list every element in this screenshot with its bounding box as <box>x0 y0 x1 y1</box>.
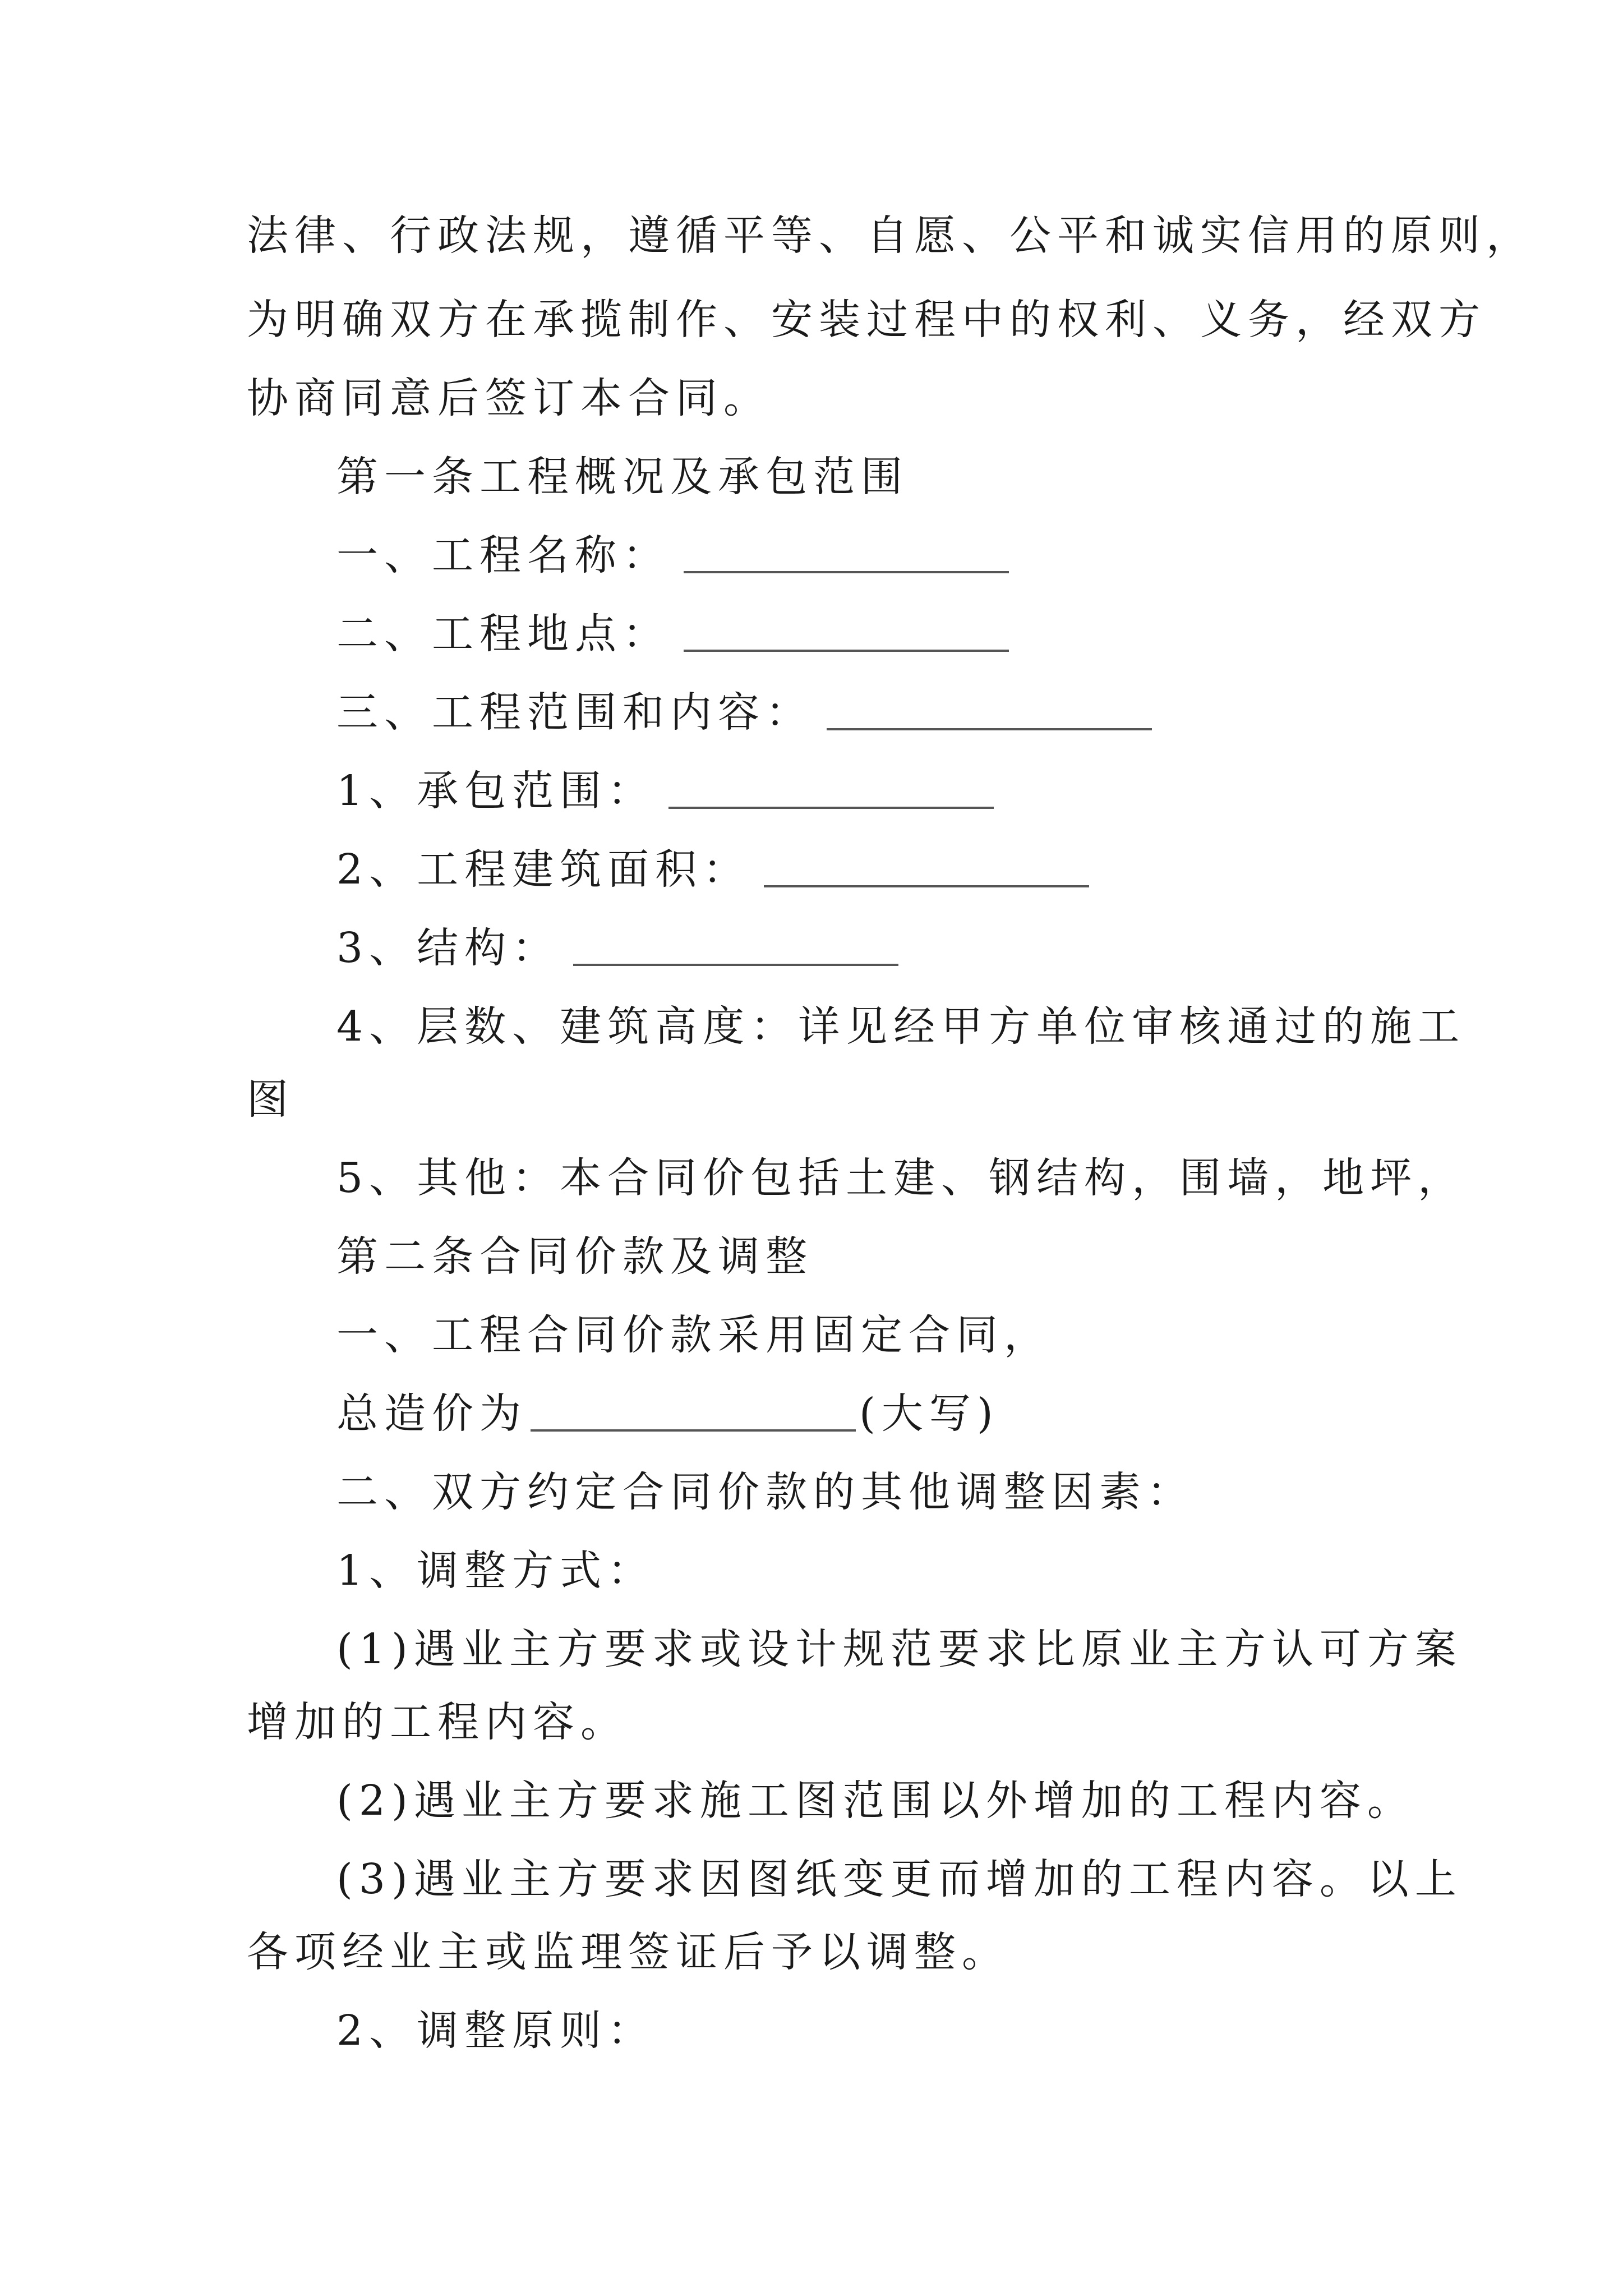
paragraph-line-2: 为明确双方在承揽制作、安装过程中的权利、义务，经双方 <box>247 296 1486 344</box>
list-item-1: (1)遇业主方要求或设计规范要求比原业主方认可方案 <box>336 1625 1463 1673</box>
paragraph-floors-height: 4、层数、建筑高度：详见经甲方单位审核通过的施工 <box>336 1002 1466 1051</box>
field-label: 2、工程建筑面积： <box>336 845 751 894</box>
section-heading-2: 第二条合同价款及调整 <box>336 1232 813 1281</box>
paragraph-floors-height-cont: 图 <box>247 1075 294 1124</box>
list-item-3-cont: 各项经业主或监理签证后予以调整。 <box>247 1928 1009 1976</box>
field-suffix: (大写) <box>859 1389 999 1438</box>
field-label: 二、工程地点： <box>336 610 670 658</box>
fill-in-blank <box>827 728 1152 730</box>
fill-in-blank <box>764 885 1089 887</box>
section-heading-1: 第一条工程概况及承包范围 <box>336 453 909 501</box>
field-building-area <box>336 830 1089 909</box>
list-item-3: (3)遇业主方要求因图纸变更而增加的工程内容。以上 <box>336 1855 1463 1903</box>
paragraph-adjustment-method: 1、调整方式： <box>336 1547 656 1595</box>
field-project-location <box>336 595 1009 673</box>
paragraph-fixed-price: 一、工程合同价款采用固定合同， <box>336 1311 1052 1359</box>
field-label: 一、工程名称： <box>336 531 670 579</box>
field-project-scope <box>336 673 1152 752</box>
fill-in-blank <box>573 964 898 966</box>
list-item-1-cont: 增加的工程内容。 <box>247 1698 628 1746</box>
fill-in-blank <box>531 1429 856 1432</box>
field-label: 总造价为 <box>336 1389 527 1438</box>
paragraph-other: 5、其他：本合同价包括土建、钢结构，围墙，地坪， <box>336 1154 1466 1202</box>
field-label: 1、承包范围： <box>336 767 656 815</box>
fill-in-blank <box>684 650 1009 652</box>
list-item-2: (2)遇业主方要求施工图范围以外增加的工程内容。 <box>336 1777 1415 1825</box>
paragraph-adjustment-factors: 二、双方约定合同价款的其他调整因素： <box>336 1468 1195 1516</box>
field-structure <box>336 909 898 987</box>
fill-in-blank <box>668 807 994 809</box>
paragraph-adjustment-principle: 2、调整原则： <box>336 2007 656 2055</box>
field-project-name <box>336 516 1009 595</box>
paragraph-line-1: 法律、行政法规，遵循平等、自愿、公平和诚实信用的原则， <box>247 211 1534 260</box>
fill-in-blank <box>684 571 1009 573</box>
field-label: 三、工程范围和内容： <box>336 688 813 737</box>
field-total-price <box>336 1374 999 1453</box>
field-label: 3、结构： <box>336 924 560 972</box>
field-contract-scope <box>336 752 994 830</box>
paragraph-line-3: 协商同意后签订本合同。 <box>247 374 771 422</box>
